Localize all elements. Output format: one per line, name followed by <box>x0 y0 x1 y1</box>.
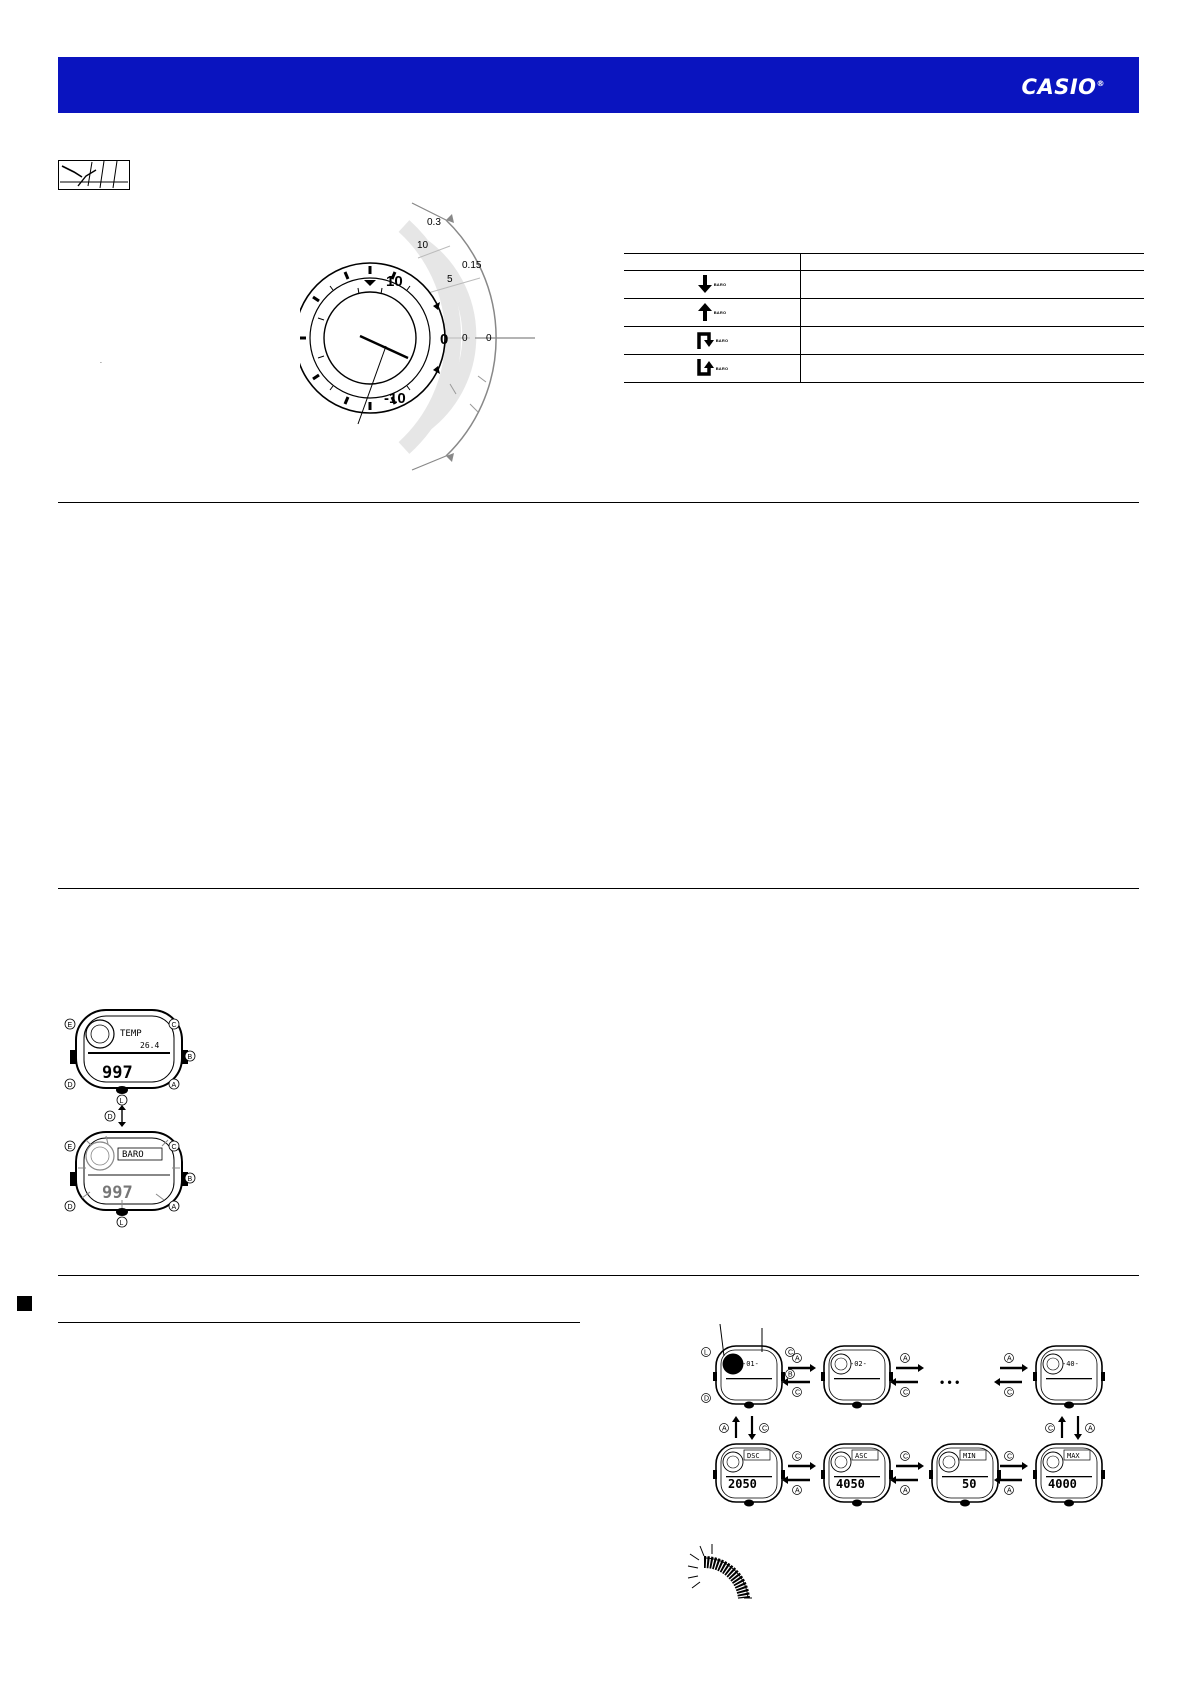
svg-text:D: D <box>704 1395 710 1403</box>
svg-text:4050: 4050 <box>836 1477 865 1491</box>
subsection-underline <box>58 1322 580 1323</box>
svg-text:A: A <box>903 1355 908 1363</box>
svg-text:C: C <box>171 1144 177 1151</box>
svg-text:C: C <box>762 1425 768 1433</box>
svg-text:L: L <box>704 1349 708 1357</box>
svg-text:ASC: ASC <box>855 1452 868 1460</box>
ellipsis: • • • <box>940 1375 960 1389</box>
button-b-label: B <box>187 1054 193 1061</box>
table-row: BARO <box>624 327 1144 355</box>
rising-trend-icon <box>698 303 712 321</box>
svg-text:C: C <box>903 1389 909 1397</box>
svg-text:A: A <box>903 1487 908 1495</box>
watch-bottom-display-top: BARO <box>122 1150 144 1160</box>
table-header-row <box>624 254 1144 271</box>
scale-inner-5: 5 <box>447 274 453 285</box>
svg-text:2050: 2050 <box>728 1477 757 1491</box>
svg-text:DSC: DSC <box>747 1452 760 1460</box>
altimeter-graph-icon <box>58 160 130 190</box>
button-e-label: E <box>67 1022 73 1029</box>
mode-watch-dsc <box>713 1444 785 1507</box>
scale-inner-0: 0 <box>462 333 468 344</box>
svg-text:-02-: -02- <box>850 1360 867 1368</box>
scale-inner-10: 10 <box>417 240 429 251</box>
svg-text:C: C <box>903 1453 909 1461</box>
svg-text:A: A <box>1088 1425 1093 1433</box>
record-navigation-flow <box>700 1322 1140 1512</box>
svg-text:B: B <box>788 1371 793 1379</box>
button-c-label: C <box>171 1022 177 1029</box>
bezel-label-minus-10: -10 <box>384 390 406 407</box>
svg-text:-40-: -40- <box>1062 1360 1079 1368</box>
section-divider <box>58 888 1139 889</box>
svg-text:L: L <box>119 1220 124 1227</box>
svg-text:4000: 4000 <box>1048 1477 1077 1491</box>
section-divider <box>58 1275 1139 1276</box>
svg-text:C: C <box>795 1389 801 1397</box>
rise-then-fall-icon <box>696 331 714 349</box>
button-d-label: D <box>67 1082 73 1089</box>
svg-text:A: A <box>171 1204 177 1211</box>
svg-text:B: B <box>187 1176 193 1183</box>
falling-trend-icon <box>698 275 712 293</box>
mode-watch-max <box>1033 1444 1105 1507</box>
svg-text:A: A <box>1007 1355 1012 1363</box>
svg-text:E: E <box>67 1144 73 1151</box>
watch-top-display-mid: 26.4 <box>140 1041 160 1050</box>
svg-text:A: A <box>795 1355 800 1363</box>
svg-text:-01-: -01- <box>742 1360 759 1368</box>
watch-bottom <box>65 1132 195 1227</box>
table-row: BARO <box>624 271 1144 299</box>
watch-mode-switch-illustration <box>62 1006 202 1228</box>
watch-bottom-display-main: 997 <box>102 1183 133 1203</box>
transition-button-label: D <box>107 1114 113 1121</box>
svg-text:A: A <box>722 1425 727 1433</box>
svg-text:MIN: MIN <box>963 1452 976 1460</box>
bezel-dial-diagram <box>300 198 560 474</box>
scale-outer-0: 0 <box>486 333 492 344</box>
svg-text:C: C <box>795 1453 801 1461</box>
record-watch-2 <box>821 1346 893 1409</box>
svg-text:C: C <box>1007 1389 1013 1397</box>
mode-watch-asc <box>821 1444 893 1507</box>
scale-outer-0-15: 0.15 <box>462 260 482 271</box>
watch-top-display-top: TEMP <box>120 1029 142 1039</box>
section-bullet-icon <box>17 1296 32 1311</box>
svg-text:MAX: MAX <box>1067 1452 1080 1460</box>
mode-watch-min <box>929 1444 1001 1507</box>
bezel-label-10: 10 <box>386 273 403 290</box>
button-a-label: A <box>171 1082 177 1089</box>
watch-top <box>65 1010 195 1105</box>
watch-top-display-main: 997 <box>102 1063 133 1083</box>
svg-text:A: A <box>1007 1487 1012 1495</box>
table-row: BARO <box>624 299 1144 327</box>
barometric-trend-table <box>624 253 1144 383</box>
button-l-label: L <box>119 1098 124 1105</box>
fall-then-rise-icon <box>696 359 714 377</box>
record-watch-40 <box>1033 1346 1105 1409</box>
table-row: BARO <box>624 355 1144 383</box>
header-bar <box>58 57 1139 113</box>
svg-text:50: 50 <box>962 1477 977 1491</box>
svg-text:D: D <box>67 1204 73 1211</box>
svg-text:C: C <box>788 1349 794 1357</box>
section-divider <box>58 502 1139 503</box>
scale-outer-0-3: 0.3 <box>427 217 441 228</box>
flashing-indicator-icon <box>682 1544 752 1600</box>
svg-text:C: C <box>1007 1453 1013 1461</box>
bezel-label-0: 0 <box>440 331 449 348</box>
small-tick-mark: ` <box>100 363 102 369</box>
casio-logo: CASIO® <box>1021 75 1105 99</box>
svg-text:A: A <box>795 1487 800 1495</box>
svg-text:C: C <box>1048 1425 1054 1433</box>
